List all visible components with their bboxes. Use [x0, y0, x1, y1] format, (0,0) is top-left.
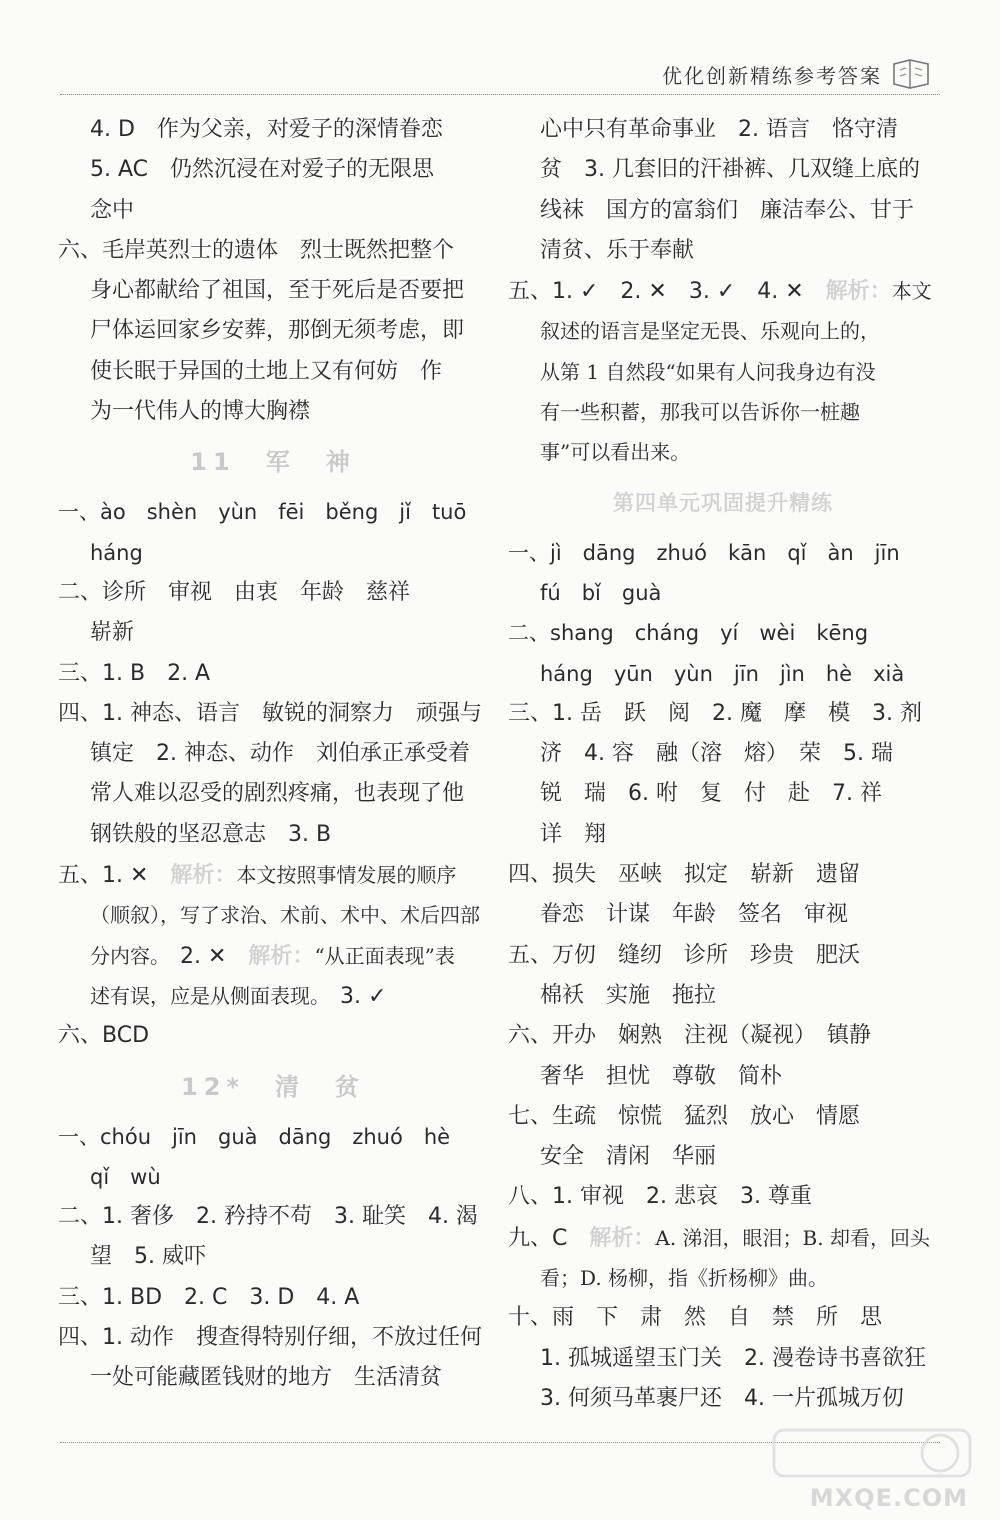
- answer-text: 叙述的语言是坚定无畏、乐观向上的，: [540, 319, 880, 344]
- answer-line: 七、生疏 惊慌 猛烈 放心 情愿: [508, 1103, 861, 1129]
- answer-line: 使长眠于异国的土地上又有何妨 作: [90, 358, 443, 384]
- answer-text: 3. ✓: [340, 983, 387, 1009]
- answer-text: 有一些积蓄，那我可以告诉你一桩趣: [540, 400, 860, 425]
- answer-line: 详 翔: [540, 821, 607, 847]
- answer-text: 2. ✕: [180, 943, 249, 969]
- answer-line: 安全 清闲 华丽: [540, 1144, 717, 1170]
- answer-line: 清贫、乐于奉献: [540, 237, 695, 263]
- answer-line: [508, 271, 938, 311]
- answer-line: 一、jì dāng zhuó kān qǐ àn jīn: [508, 540, 900, 565]
- answer-text: 五、1. ✓ 2. ✕ 3. ✓ 4. ✕: [508, 279, 826, 305]
- answer-text: A. 涕泪，眼泪；B. 却看，回头: [655, 1225, 930, 1250]
- answer-line: 一处可能藏匿钱财的地方 生活清贫: [90, 1365, 443, 1391]
- analysis-label: 解析：: [248, 943, 315, 969]
- answer-line: 二、1. 奢侈 2. 矜持不苟 3. 耻笑 4. 渴: [58, 1204, 478, 1230]
- page-header: [60, 58, 940, 98]
- answer-line: 常人难以忍受的剧烈疼痛，也表现了他: [90, 781, 465, 807]
- answer-text: 事”可以看出来。: [540, 440, 691, 465]
- answer-line: 念中: [90, 197, 135, 223]
- answer-line: 3. 何须马革裹尸还 4. 一片孤城万仞: [540, 1385, 904, 1411]
- answer-line: [58, 895, 488, 935]
- analysis-label: 解析：: [825, 279, 892, 305]
- answer-line: 身心都献给了祖国，至于死后是否要把: [90, 278, 465, 304]
- answer-line: [508, 311, 938, 351]
- answer-line: [508, 1218, 938, 1258]
- answer-text: 看；D. 杨柳，指《折杨柳》曲。: [540, 1266, 829, 1291]
- answer-line: háng yūn yùn jīn jìn hè xià: [540, 661, 905, 686]
- answer-line: 二、shang cháng yí wèi kēng: [508, 621, 869, 646]
- answer-line: 四、1. 神态、语言 敏锐的洞察力 顽强与: [58, 700, 482, 726]
- answer-line: 心中只有革命事业 2. 语言 恪守清: [540, 117, 898, 142]
- answer-line: fú bǐ guà: [540, 580, 662, 605]
- answer-line: 尸体运回家乡安葬，那倒无须考虑，即: [90, 318, 465, 344]
- answer-line: 四、损失 巫峡 拟定 崭新 遗留: [508, 862, 861, 888]
- answer-line: [508, 1258, 938, 1298]
- right-column: [508, 110, 938, 1419]
- answer-line: 三、1. BD 2. C 3. D 4. A: [58, 1284, 360, 1310]
- answer-text: 分内容。: [90, 943, 180, 968]
- answer-line: 四、1. 动作 搜查得特别仔细，不放过任何: [58, 1325, 482, 1351]
- header-rule: [60, 94, 940, 95]
- answer-line: 望 5. 威吓: [90, 1244, 206, 1270]
- answer-line: 八、1. 审视 2. 悲哀 3. 尊重: [508, 1184, 812, 1210]
- answer-line: 三、1. 岳 跃 阅 2. 魔 摩 模 3. 剂: [508, 700, 922, 726]
- answer-line: 钢铁般的坚忍意志 3. B: [90, 821, 332, 847]
- answer-line: háng: [90, 540, 143, 565]
- answer-line: 线袜 国方的富翁们 廉洁奉公、甘于: [540, 197, 915, 223]
- answer-line: [58, 976, 488, 1016]
- answer-line: 5. AC 仍然沉浸在对爱子的无限思: [90, 157, 435, 183]
- answer-text: 本文: [891, 279, 932, 304]
- section-heading: 11 军 神: [190, 448, 356, 477]
- answer-line: 六、开办 娴熟 注视（凝视） 镇静: [508, 1023, 872, 1049]
- answer-line: [58, 936, 488, 976]
- answer-line: 济 4. 容 融（溶 熔） 荣 5. 瑞: [540, 741, 893, 767]
- watermark-logo: [772, 1426, 972, 1480]
- answer-line: 眷恋 计谋 年龄 签名 审视: [540, 902, 849, 928]
- answer-line: 贫 3. 几套旧的汗褂裤、几双缝上底的: [540, 157, 920, 183]
- answer-text: 本文按照事情发展的顺序: [236, 863, 457, 888]
- answer-line: 为一代伟人的博大胸襟: [90, 399, 311, 425]
- answer-line: 二、诊所 审视 由衷 年龄 慈祥: [58, 579, 411, 605]
- answer-line: [508, 432, 938, 472]
- answer-line: 1. 孤城遥望玉门关 2. 漫卷诗书喜欲狂: [540, 1345, 926, 1371]
- answer-line: 4. D 作为父亲，对爱子的深情眷恋: [90, 117, 443, 142]
- answer-line: 六、BCD: [58, 1023, 150, 1049]
- answer-line: 一、chóu jīn guà dāng zhuó hè: [58, 1124, 451, 1149]
- answer-line: 十、雨 下 肃 然 自 禁 所 思: [508, 1305, 883, 1331]
- book-badge-icon: [890, 56, 932, 90]
- watermark: [768, 1426, 978, 1512]
- answer-line: qǐ wù: [90, 1164, 161, 1189]
- answer-text: 述有误，应是从侧面表现。: [90, 983, 340, 1008]
- answer-text: “从正面表现”表: [314, 943, 455, 968]
- header-title: 优化创新精练参考答案: [662, 64, 882, 88]
- section-heading: 第四单元巩固提升精练: [613, 490, 833, 515]
- answer-line: 一、ào shèn yùn fēi běng jǐ tuō: [58, 500, 467, 525]
- answer-line: 三、1. B 2. A: [58, 660, 211, 686]
- section-heading: 12* 清 贫: [181, 1072, 365, 1101]
- answer-text: 五、1. ✕: [58, 863, 171, 889]
- answer-line: 棉袄 实施 拖拉: [540, 982, 717, 1008]
- answer-line: 锐 瑞 6. 咐 复 付 赴 7. 祥: [540, 781, 882, 807]
- answer-text: 从第 1 自然段“如果有人问我身边有没: [540, 359, 876, 384]
- answer-line: [508, 392, 938, 432]
- answer-line: [508, 352, 938, 392]
- answer-text: （顺叙），写了求治、术前、术中、术后四部: [90, 903, 480, 928]
- answer-line: 崭新: [90, 620, 135, 646]
- answer-line: 五、万仞 缝纫 诊所 珍贵 肥沃: [508, 942, 861, 968]
- answer-line: 镇定 2. 神态、动作 刘伯承正承受着: [90, 741, 470, 767]
- answer-line: 奢华 担忧 尊敬 简朴: [540, 1063, 783, 1089]
- answer-line: [58, 855, 488, 895]
- analysis-label: 解析：: [589, 1225, 656, 1251]
- watermark-url: MXQE.COM: [809, 1484, 968, 1512]
- analysis-label: 解析：: [170, 863, 237, 889]
- left-column: [58, 110, 488, 1399]
- answer-text: 九、C: [508, 1225, 590, 1251]
- answer-line: 六、毛岸英烈士的遗体 烈士既然把整个: [58, 237, 455, 263]
